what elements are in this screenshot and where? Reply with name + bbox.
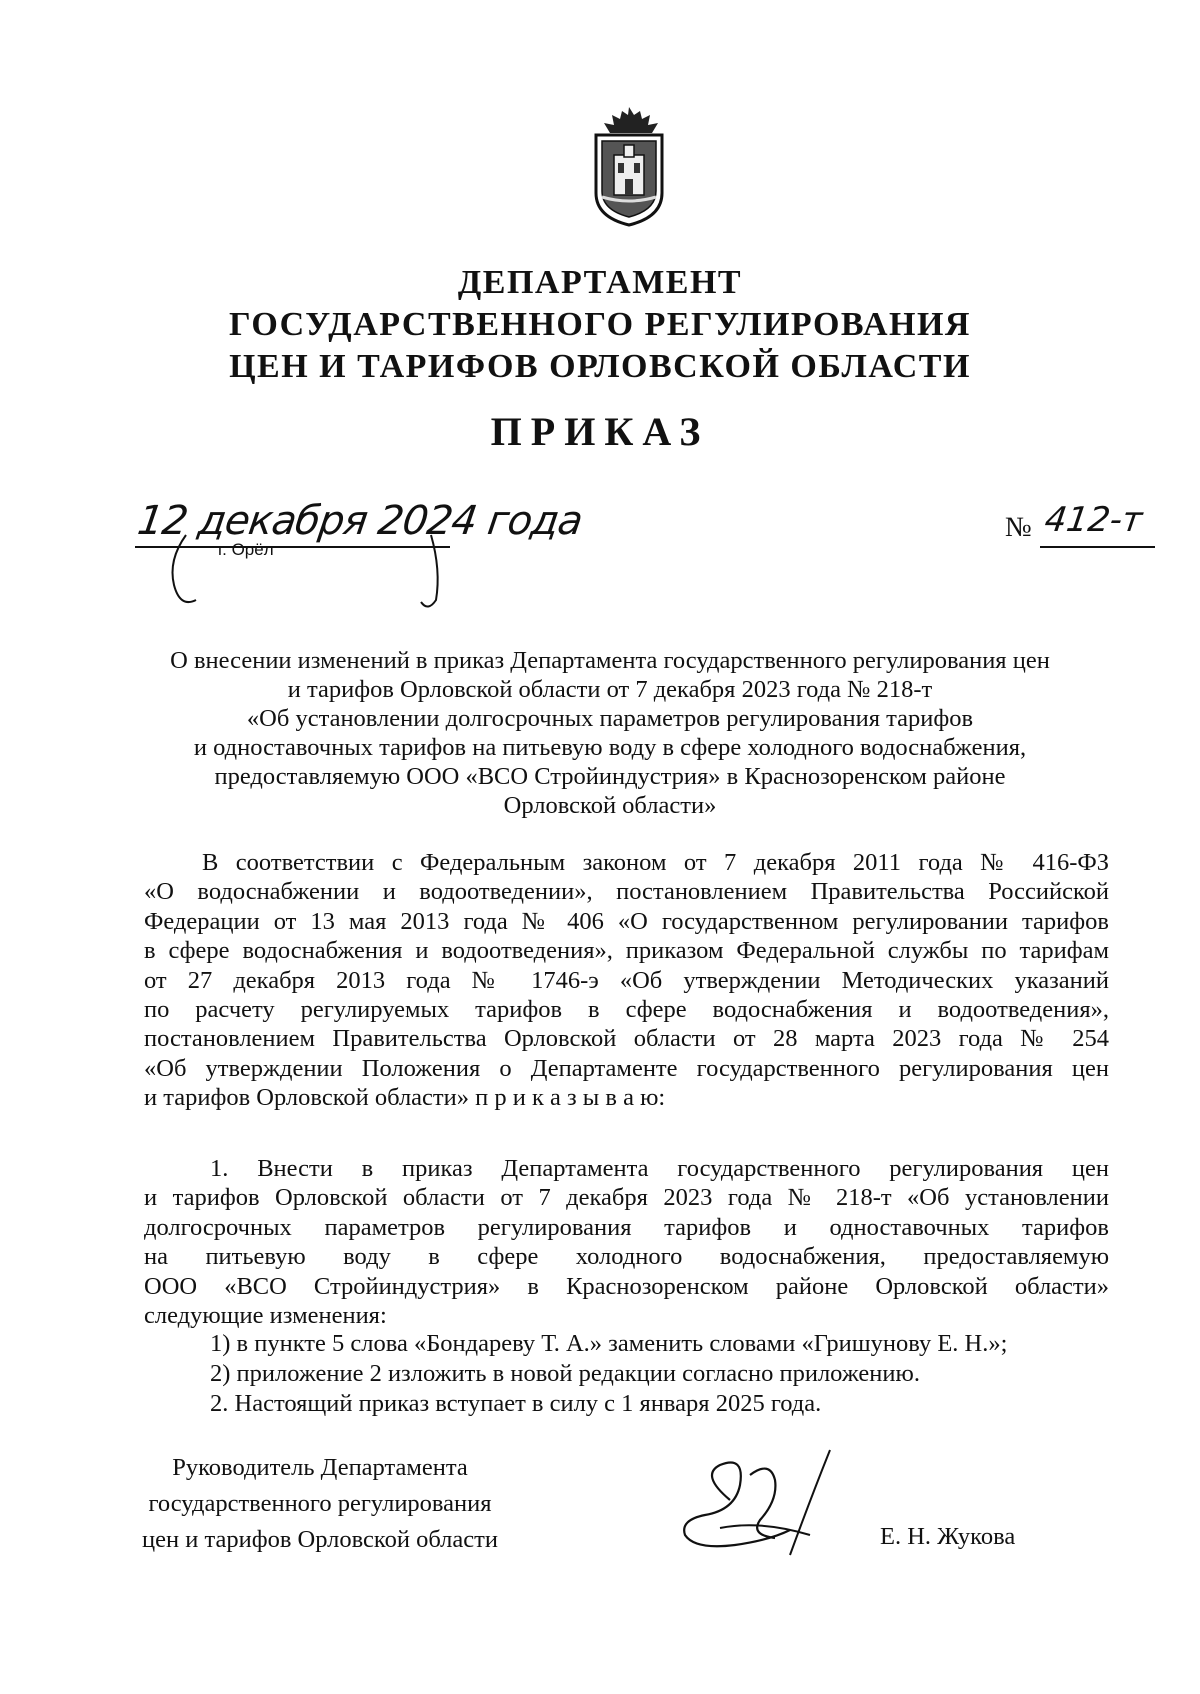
list-item: 2. Настоящий приказ вступает в силу с 1 января 2025 года. xyxy=(210,1390,822,1417)
paragraph-line: 1. Внести в приказ Департамента государственного регулирования цен xyxy=(210,1155,1109,1182)
document-type: ПРИКАЗ xyxy=(490,409,710,454)
title-line: и тарифов Орловской области от 7 декабря 2023 года № 218-т xyxy=(287,676,933,703)
paragraph-line: и тарифов Орловской области» п р и к а з ы в а ю: xyxy=(144,1084,666,1112)
paragraph-line: в сфере водоснабжения и водоотведения», приказом Федеральной службы по тарифам xyxy=(144,937,1109,965)
paragraph-line: на питьевую воду в сфере холодного водоснабжения, предоставляемую xyxy=(144,1243,1109,1271)
department-name-line2: ГОСУДАРСТВЕННОГО РЕГУЛИРОВАНИЯ xyxy=(229,306,971,343)
paragraph-line: следующие изменения: xyxy=(144,1302,387,1330)
handwritten-signature-icon xyxy=(660,1440,860,1570)
document-title xyxy=(130,646,1090,820)
clause-1-paragraph xyxy=(144,1154,1109,1330)
department-name-line3: ЦЕН И ТАРИФОВ ОРЛОВСКОЙ ОБЛАСТИ xyxy=(229,348,971,385)
signatory-position xyxy=(130,1450,510,1558)
paragraph-line: и тарифов Орловской области от 7 декабря 2023 года № 218-т «Об установлении xyxy=(144,1184,1109,1212)
title-line: предоставляемую ООО «ВСО Стройиндустрия» в Краснозоренском районе xyxy=(214,763,1006,790)
title-line: «Об установлении долгосрочных параметров регулирования тарифов xyxy=(246,705,974,732)
handwritten-number: 412-т xyxy=(1042,500,1145,540)
date-flourish-icon xyxy=(166,530,496,615)
title-line: и одноставочных тарифов на питьевую воду в сфере холодного водоснабжения, xyxy=(193,734,1027,761)
paragraph-line: «О водоснабжении и водоотведении», постановлением Правительства Российской xyxy=(144,878,1109,906)
coat-of-arms-icon xyxy=(588,105,670,227)
list-item: 1) в пункте 5 слова «Бондареву Т. А.» заменить словами «Гришунову Е. Н.»; xyxy=(210,1330,1008,1357)
handwritten-date: 12 декабря 2024 года xyxy=(134,498,585,544)
paragraph-line: от 27 декабря 2013 года № 1746-э «Об утверждении Методических указаний xyxy=(144,966,1109,994)
paragraph-line: постановлением Правительства Орловской области от 28 марта 2023 года № 254 xyxy=(144,1025,1109,1053)
position-line: Руководитель Департамента xyxy=(172,1454,468,1481)
signatory-name: Е. Н. Жукова xyxy=(880,1523,1016,1550)
list-item: 2) приложение 2 изложить в новой редакции согласно приложению. xyxy=(210,1360,920,1387)
preamble-paragraph xyxy=(144,848,1109,1113)
paragraph-line: по расчету регулируемых тарифов в сфере водоснабжения и водоотведения», xyxy=(144,996,1109,1024)
number-underline xyxy=(1040,546,1155,548)
paragraph-line: В соответствии с Федеральным законом от 7 декабря 2011 года № 416-ФЗ xyxy=(202,849,1109,876)
position-line: государственного регулирования xyxy=(148,1490,492,1517)
paragraph-line: Федерации от 13 мая 2013 года № 406 «О государственном регулировании тарифов xyxy=(144,907,1109,935)
city: г. Орёл xyxy=(218,540,274,559)
paragraph-line: «Об утверждении Положения о Департаменте государственного регулирования цен xyxy=(144,1054,1109,1082)
position-line: цен и тарифов Орловской области xyxy=(142,1526,498,1553)
number-label: № xyxy=(1005,512,1032,543)
title-line: О внесении изменений в приказ Департамента государственного регулирования цен xyxy=(170,647,1050,674)
department-name-line1: ДЕПАРТАМЕНТ xyxy=(457,264,743,301)
paragraph-line: долгосрочных параметров регулирования тарифов и одноставочных тарифов xyxy=(144,1213,1109,1241)
title-line: Орловской области» xyxy=(503,792,717,819)
paragraph-line: ООО «ВСО Стройиндустрия» в Краснозоренском районе Орловской области» xyxy=(144,1272,1109,1300)
